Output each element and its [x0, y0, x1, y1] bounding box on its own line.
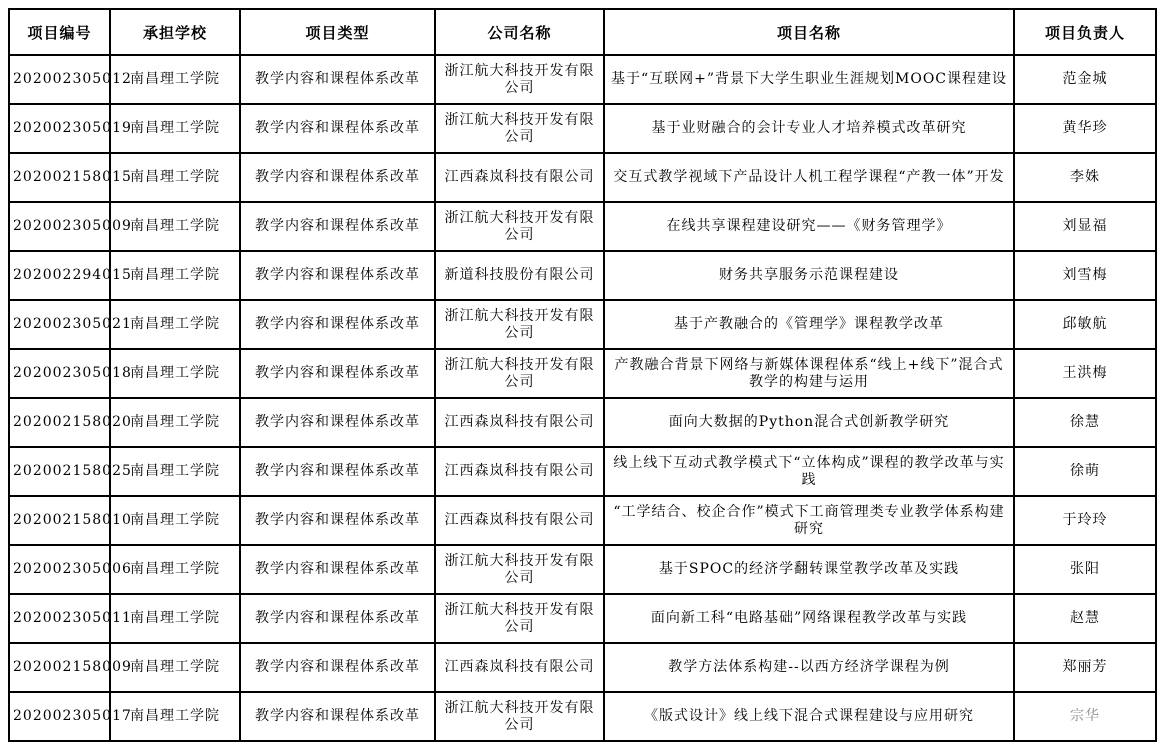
- cell-school: 南昌理工学院: [110, 55, 240, 104]
- cell-code: 202002305011: [9, 594, 110, 643]
- table-row: [9, 300, 1156, 349]
- cell-title: 《版式设计》线上线下混合式课程建设与应用研究: [604, 692, 1014, 741]
- table-row: [9, 251, 1156, 300]
- cell-company: 浙江航大科技开发有限公司: [435, 545, 604, 594]
- cell-school: 南昌理工学院: [110, 594, 240, 643]
- cell-type: 教学内容和课程体系改革: [240, 545, 435, 594]
- cell-school: 南昌理工学院: [110, 398, 240, 447]
- table-row: [9, 104, 1156, 153]
- cell-leader: 于玲玲: [1014, 496, 1156, 545]
- cell-leader: 王洪梅: [1014, 349, 1156, 398]
- cell-type: 教学内容和课程体系改革: [240, 398, 435, 447]
- cell-code: 202002305018: [9, 349, 110, 398]
- header-school: 承担学校: [110, 9, 240, 55]
- cell-company: 江西森岚科技有限公司: [435, 496, 604, 545]
- cell-leader: 宗华: [1014, 692, 1156, 741]
- cell-company: 江西森岚科技有限公司: [435, 398, 604, 447]
- cell-school: 南昌理工学院: [110, 496, 240, 545]
- cell-company: 浙江航大科技开发有限公司: [435, 202, 604, 251]
- table-row: [9, 643, 1156, 692]
- cell-school: 南昌理工学院: [110, 300, 240, 349]
- cell-school: 南昌理工学院: [110, 692, 240, 741]
- cell-school: 南昌理工学院: [110, 202, 240, 251]
- cell-school: 南昌理工学院: [110, 643, 240, 692]
- cell-leader: 徐慧: [1014, 398, 1156, 447]
- cell-type: 教学内容和课程体系改革: [240, 251, 435, 300]
- cell-company: 浙江航大科技开发有限公司: [435, 349, 604, 398]
- cell-title: 线上线下互动式教学模式下“立体构成”课程的教学改革与实践: [604, 447, 1014, 496]
- cell-type: 教学内容和课程体系改革: [240, 643, 435, 692]
- cell-code: 202002158009: [9, 643, 110, 692]
- header-company: 公司名称: [435, 9, 604, 55]
- project-table: [8, 8, 1157, 742]
- table-row: [9, 594, 1156, 643]
- cell-code: 202002305019: [9, 104, 110, 153]
- cell-code: 202002305017: [9, 692, 110, 741]
- cell-company: 江西森岚科技有限公司: [435, 643, 604, 692]
- header-row: [9, 9, 1156, 55]
- cell-type: 教学内容和课程体系改革: [240, 349, 435, 398]
- cell-leader: 张阳: [1014, 545, 1156, 594]
- cell-title: “工学结合、校企合作”模式下工商管理类专业教学体系构建研究: [604, 496, 1014, 545]
- cell-school: 南昌理工学院: [110, 251, 240, 300]
- cell-leader: 赵慧: [1014, 594, 1156, 643]
- cell-company: 新道科技股份有限公司: [435, 251, 604, 300]
- cell-type: 教学内容和课程体系改革: [240, 692, 435, 741]
- header-title: 项目名称: [604, 9, 1014, 55]
- cell-school: 南昌理工学院: [110, 104, 240, 153]
- cell-school: 南昌理工学院: [110, 153, 240, 202]
- header-leader: 项目负责人: [1014, 9, 1156, 55]
- cell-code: 202002158010: [9, 496, 110, 545]
- cell-leader: 徐萌: [1014, 447, 1156, 496]
- cell-title: 基于业财融合的会计专业人才培养模式改革研究: [604, 104, 1014, 153]
- table-row: [9, 55, 1156, 104]
- cell-company: 江西森岚科技有限公司: [435, 153, 604, 202]
- cell-company: 浙江航大科技开发有限公司: [435, 692, 604, 741]
- cell-school: 南昌理工学院: [110, 447, 240, 496]
- header-code: 项目编号: [9, 9, 110, 55]
- cell-title: 基于“互联网+”背景下大学生职业生涯规划MOOC课程建设: [604, 55, 1014, 104]
- cell-leader: 郑丽芳: [1014, 643, 1156, 692]
- table-row: [9, 496, 1156, 545]
- cell-code: 202002305009: [9, 202, 110, 251]
- table-row: [9, 692, 1156, 741]
- cell-type: 教学内容和课程体系改革: [240, 447, 435, 496]
- cell-code: 202002158015: [9, 153, 110, 202]
- cell-company: 浙江航大科技开发有限公司: [435, 104, 604, 153]
- cell-type: 教学内容和课程体系改革: [240, 496, 435, 545]
- cell-title: 产教融合背景下网络与新媒体课程体系“线上+线下”混合式教学的构建与运用: [604, 349, 1014, 398]
- header-type: 项目类型: [240, 9, 435, 55]
- cell-company: 浙江航大科技开发有限公司: [435, 55, 604, 104]
- cell-title: 面向大数据的Python混合式创新教学研究: [604, 398, 1014, 447]
- table-body: [9, 55, 1156, 741]
- cell-leader: 黄华珍: [1014, 104, 1156, 153]
- table-header: [9, 9, 1156, 55]
- cell-leader: 邱敏航: [1014, 300, 1156, 349]
- cell-code: 202002294015: [9, 251, 110, 300]
- table-row: [9, 447, 1156, 496]
- cell-code: 202002305021: [9, 300, 110, 349]
- cell-title: 教学方法体系构建--以西方经济学课程为例: [604, 643, 1014, 692]
- cell-title: 基于SPOC的经济学翻转课堂教学改革及实践: [604, 545, 1014, 594]
- cell-company: 江西森岚科技有限公司: [435, 447, 604, 496]
- cell-company: 浙江航大科技开发有限公司: [435, 594, 604, 643]
- cell-code: 202002305012: [9, 55, 110, 104]
- cell-type: 教学内容和课程体系改革: [240, 104, 435, 153]
- cell-type: 教学内容和课程体系改革: [240, 55, 435, 104]
- table-row: [9, 202, 1156, 251]
- cell-title: 面向新工科“电路基础”网络课程教学改革与实践: [604, 594, 1014, 643]
- cell-type: 教学内容和课程体系改革: [240, 153, 435, 202]
- table-row: [9, 349, 1156, 398]
- cell-school: 南昌理工学院: [110, 545, 240, 594]
- cell-type: 教学内容和课程体系改革: [240, 202, 435, 251]
- cell-company: 浙江航大科技开发有限公司: [435, 300, 604, 349]
- cell-title: 财务共享服务示范课程建设: [604, 251, 1014, 300]
- cell-title: 在线共享课程建设研究——《财务管理学》: [604, 202, 1014, 251]
- cell-code: 202002305006: [9, 545, 110, 594]
- table-row: [9, 398, 1156, 447]
- cell-code: 202002158025: [9, 447, 110, 496]
- cell-type: 教学内容和课程体系改革: [240, 300, 435, 349]
- cell-type: 教学内容和课程体系改革: [240, 594, 435, 643]
- cell-title: 交互式教学视域下产品设计人机工程学课程“产教一体”开发: [604, 153, 1014, 202]
- table-row: [9, 153, 1156, 202]
- cell-code: 202002158020: [9, 398, 110, 447]
- cell-leader: 范金城: [1014, 55, 1156, 104]
- cell-leader: 刘雪梅: [1014, 251, 1156, 300]
- cell-leader: 刘显福: [1014, 202, 1156, 251]
- cell-school: 南昌理工学院: [110, 349, 240, 398]
- cell-leader: 李姝: [1014, 153, 1156, 202]
- cell-title: 基于产教融合的《管理学》课程教学改革: [604, 300, 1014, 349]
- table-row: [9, 545, 1156, 594]
